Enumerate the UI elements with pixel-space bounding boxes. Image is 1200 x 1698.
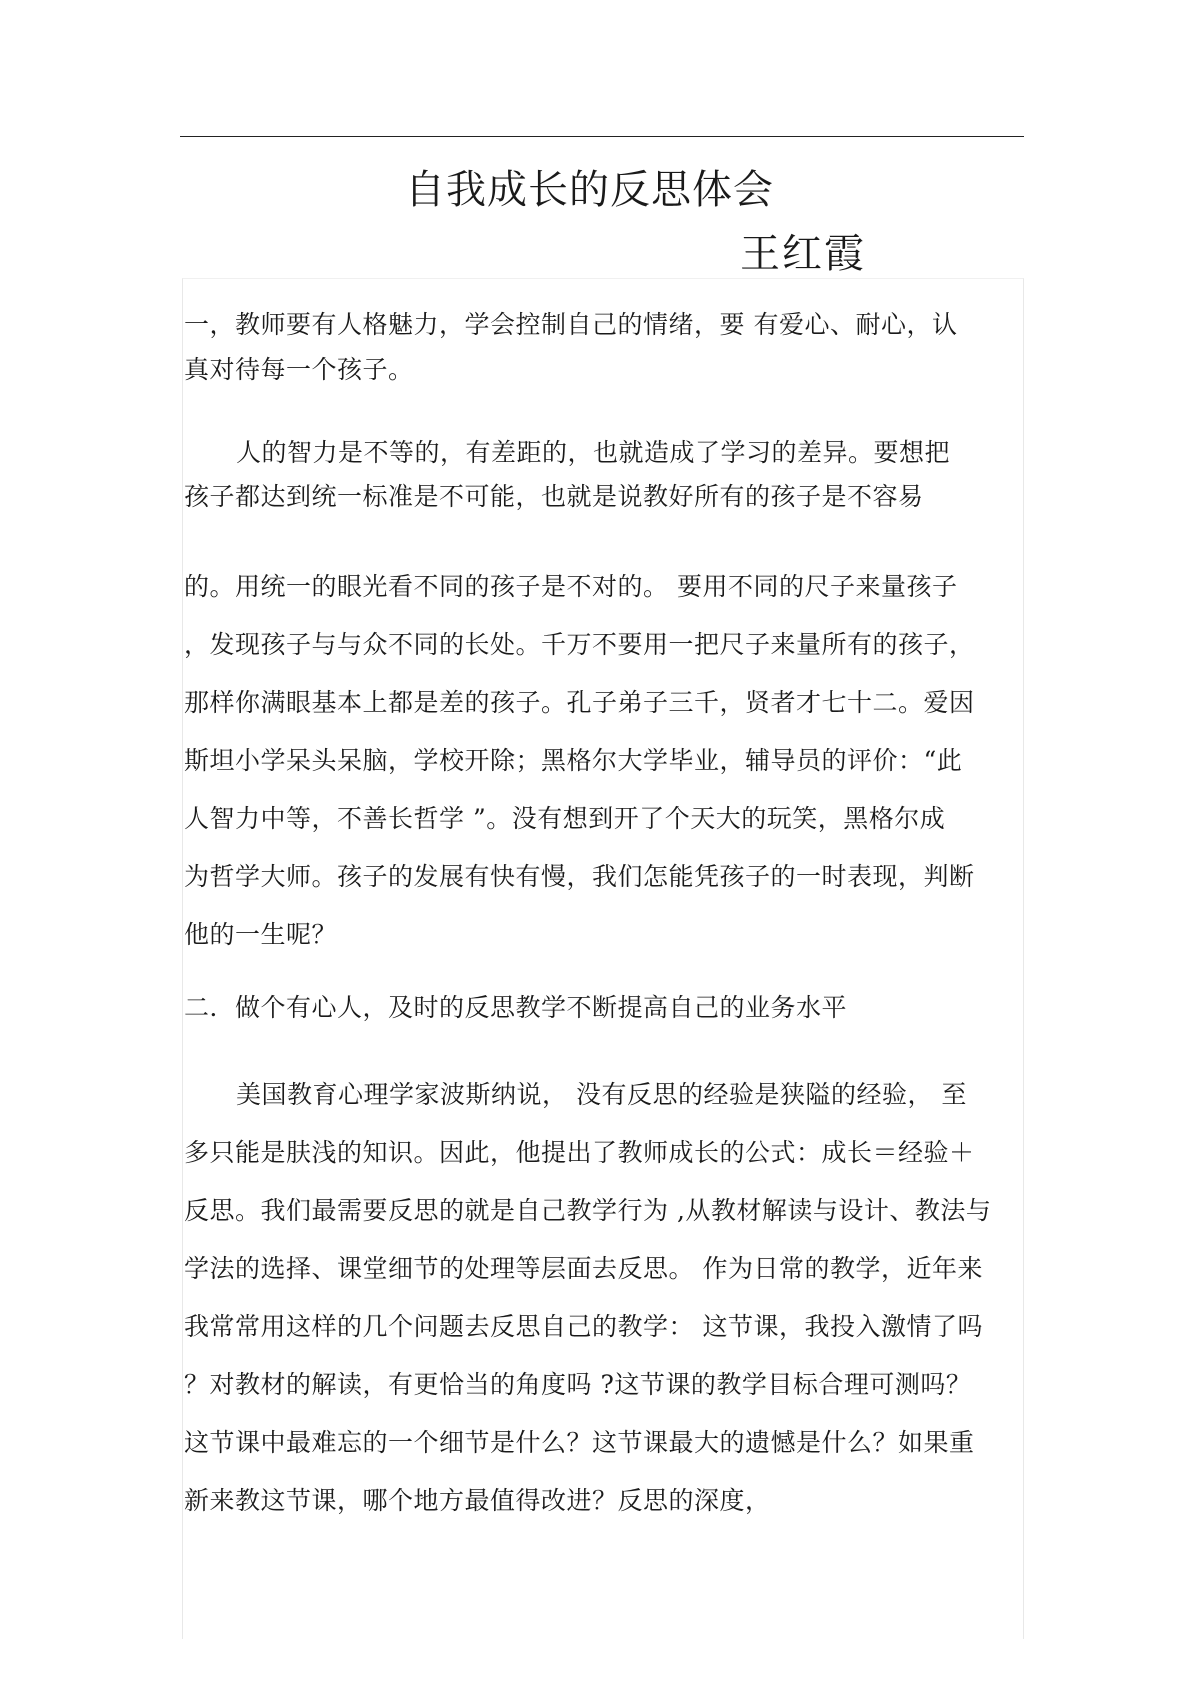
- text-line: ？对教材的解读，有更恰当的角度吗 ?这节课的教学目标合理可测吗？: [184, 1370, 972, 1399]
- text-line: 美国教育心理学家波斯纳说， 没有反思的经验是狭隘的经验， 至: [236, 1080, 967, 1109]
- text-line: 学法的选择、课堂细节的处理等层面去反思。 作为日常的教学，近年来: [184, 1254, 983, 1283]
- section-heading: 二．做个有心人，及时的反思教学不断提高自己的业务水平: [184, 993, 848, 1022]
- text-line: 真对待每一个孩子。: [184, 355, 414, 384]
- text-line: 他的一生呢？: [184, 920, 338, 949]
- text-line: 斯坦小学呆头呆脑，学校开除；黑格尔大学毕业，辅导员的评价：“此: [184, 746, 963, 775]
- text-line: 孩子都达到统一标准是不可能，也就是说教好所有的孩子是不容易: [184, 482, 924, 511]
- document-title: 自我成长的反思体会: [405, 167, 774, 213]
- text-line: 多只能是肤浅的知识。因此，他提出了教师成长的公式：成长＝经验＋: [184, 1138, 975, 1167]
- header-rule: [180, 136, 1024, 137]
- text-line: 人智力中等，不善长哲学 ”。没有想到开了个天大的玩笑，黑格尔成: [184, 804, 946, 833]
- text-line: 那样你满眼基本上都是差的孩子。孔子弟子三千，贤者才七十二。爱因: [184, 688, 975, 717]
- text-line: 我常常用这样的几个问题去反思自己的教学： 这节课，我投入激情了吗: [184, 1312, 983, 1341]
- author-name: 王红霞: [740, 231, 866, 277]
- text-line: 反思。我们最需要反思的就是自己教学行为 ,从教材解读与设计、教法与: [184, 1196, 992, 1225]
- text-line: 一，教师要有人格魅力，学会控制自己的情绪，要 有爱心、耐心，认: [184, 310, 958, 339]
- text-line: 这节课中最难忘的一个细节是什么？这节课最大的遗憾是什么？如果重: [184, 1428, 975, 1457]
- text-line: 新来教这节课，哪个地方最值得改进？反思的深度，: [184, 1486, 771, 1515]
- text-line: ，发现孩子与与众不同的长处。千万不要用一把尺子来量所有的孩子，: [184, 630, 975, 659]
- text-line: 为哲学大师。孩子的发展有快有慢，我们怎能凭孩子的一时表现，判断: [184, 862, 975, 891]
- text-line: 人的智力是不等的，有差距的，也就造成了学习的差异。要想把: [236, 438, 951, 467]
- text-line: 的。用统一的眼光看不同的孩子是不对的。 要用不同的尺子来量孩子: [184, 572, 958, 601]
